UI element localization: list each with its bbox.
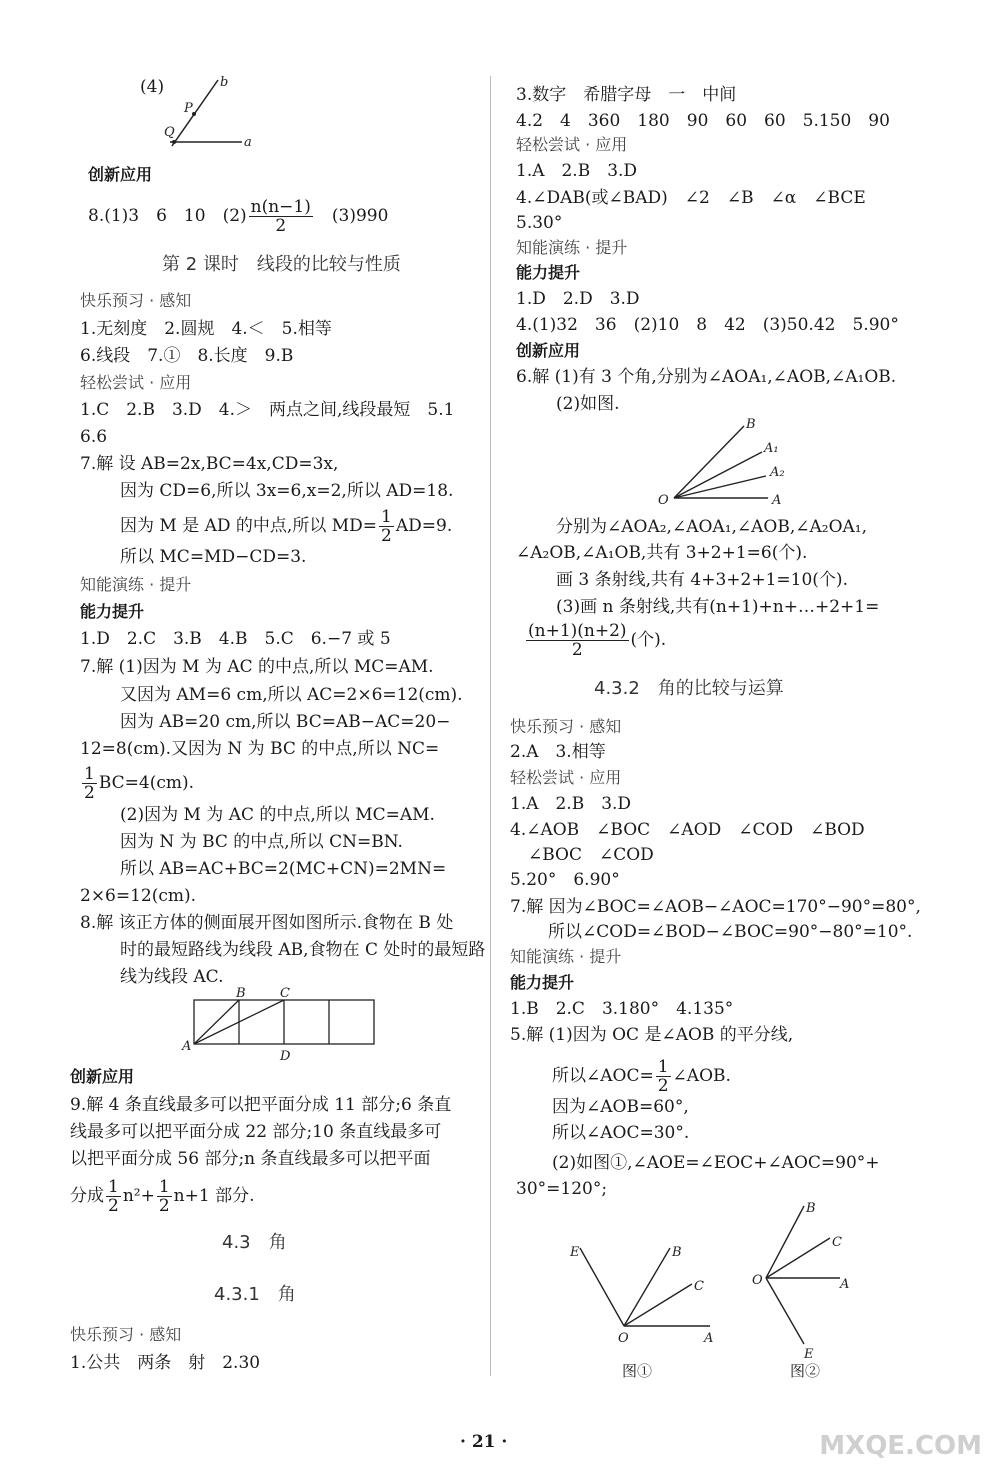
figure-1-diagram	[560, 1226, 730, 1346]
heading-preview: 快乐预习 · 感知	[80, 291, 192, 310]
heading-try: 轻松尝试 · 应用	[80, 373, 192, 392]
lesson-title: 第 2 课时 线段的比较与性质	[162, 254, 401, 275]
svg-text:A: A	[182, 1039, 192, 1054]
r-line-3: 1.A 2.B 3.D	[516, 161, 638, 181]
figure-2-caption: 图②	[790, 1362, 821, 1380]
r-line-14: $\frac{(n+1)(n+2)}{2}$ (个).	[528, 621, 667, 660]
svg-text:C: C	[694, 1279, 704, 1294]
r-line-24: 所以∠AOC= $\frac{1}{2}$ ∠AOB.	[552, 1057, 731, 1096]
r-heading-ability-2: 能力提升	[510, 973, 575, 992]
r-line-18: ∠BOC ∠COD	[528, 845, 654, 865]
r-line-26: 所以∠AOC=30°.	[552, 1123, 690, 1143]
q7b-line-2: 又因为 AM=6 cm,所以 AC=2×6=12(cm).	[120, 685, 463, 705]
q7b-line-8: 所以 AB=AC+BC=2(MC+CN)=2MN=	[120, 859, 447, 879]
section-4-3: 4.3 角	[222, 1232, 287, 1253]
svg-text:E: E	[804, 1347, 814, 1362]
r-heading-preview: 快乐预习 · 感知	[510, 717, 622, 736]
q9-line-3: 以把平面分成 56 部分;n 条直线最多可以把平面	[70, 1149, 431, 1169]
r-line-22: 1.B 2.C 3.180° 4.135°	[510, 999, 734, 1019]
svg-text:B: B	[806, 1201, 816, 1216]
svg-text:A₁: A₁	[764, 441, 779, 456]
heading-innovation-1: 创新应用	[88, 165, 153, 184]
r-line-25: 因为∠AOB=60°,	[552, 1097, 689, 1117]
try-line-2: 6.6	[80, 427, 108, 447]
fig4-label: (4)	[140, 77, 165, 97]
fan-rays-diagram	[650, 414, 800, 510]
page-number: · 21 ·	[460, 1432, 508, 1452]
r-line-21: 所以∠COD=∠BOD−∠BOC=90°−80°=10°.	[548, 922, 913, 942]
r-line-7: 4.(1)32 36 (2)10 8 42 (3)50.42 5.90°	[516, 315, 899, 335]
r-line-23: 5.解 (1)因为 OC 是∠AOB 的平分线,	[510, 1025, 794, 1045]
q7b-line-6: (2)因为 M 为 AC 的中点,所以 MC=AM.	[120, 805, 435, 825]
q9-line-2: 线最多可以把平面分成 22 部分;10 条直线最多可	[70, 1122, 442, 1142]
watermark-logo: MXQE.COM	[819, 1431, 982, 1461]
svg-text:O: O	[752, 1273, 763, 1288]
heading-preview-2: 快乐预习 · 感知	[70, 1325, 182, 1344]
r-heading-ability: 能力提升	[516, 263, 581, 282]
r-line-11: ∠A₂OB,∠A₁OB,共有 3+2+1=6(个).	[516, 543, 808, 563]
r-heading-try: 轻松尝试 · 应用	[516, 135, 628, 154]
answer-8: 8.(1)3 6 10 (2) $\frac{n(n-1)}{2}$ (3)990	[88, 197, 389, 236]
r-heading-drill-2: 知能演练 · 提升	[510, 947, 622, 966]
q7-line-4: 所以 MC=MD−CD=3.	[120, 547, 307, 567]
q9-line-4: 分成 $\frac{1}{2}$ n²+ $\frac{1}{2}$ n+1 部分.	[70, 1177, 255, 1216]
svg-text:b: b	[220, 75, 229, 90]
figure-1-caption: 图①	[622, 1362, 653, 1380]
heading-innovation-2: 创新应用	[70, 1067, 135, 1086]
r-line-5: 5.30°	[516, 213, 563, 233]
preview-line-2: 6.线段 7.① 8.长度 9.B	[80, 346, 294, 366]
q7b-line-5: $\frac{1}{2}$ BC=4(cm).	[84, 764, 195, 803]
r-line-4: 4.∠DAB(或∠BAD) ∠2 ∠B ∠α ∠BCE	[516, 188, 866, 208]
q7-line-3: 因为 M 是 AD 的中点,所以 MD= $\frac{1}{2}$ AD=9.	[120, 507, 453, 546]
r-line-19: 5.20° 6.90°	[510, 870, 620, 890]
r-line-16: 1.A 2.B 3.D	[510, 794, 632, 814]
q7b-line-9: 2×6=12(cm).	[80, 886, 197, 906]
r-line-6: 1.D 2.D 3.D	[516, 289, 640, 309]
svg-text:C: C	[280, 986, 290, 1001]
svg-text:a: a	[244, 135, 252, 150]
q8b-line-1: 8.解 该正方体的侧面展开图如图所示.食物在 B 处	[80, 913, 454, 933]
r-line-13: (3)画 n 条射线,共有(n+1)+n+…+2+1=	[556, 597, 880, 617]
r-line-15: 2.A 3.相等	[510, 742, 606, 762]
column-divider	[490, 76, 491, 1376]
r-heading-innovation: 创新应用	[516, 341, 581, 360]
svg-text:C: C	[832, 1235, 842, 1250]
fig4-diagram	[160, 72, 270, 152]
svg-text:Q: Q	[164, 125, 175, 140]
r-line-12: 画 3 条射线,共有 4+3+2+1=10(个).	[556, 570, 848, 590]
svg-text:A₂: A₂	[770, 465, 785, 480]
q8b-line-2: 时的最短路线为线段 AB,食物在 C 处时的最短路	[120, 940, 486, 960]
r-heading-drill: 知能演练 · 提升	[516, 238, 628, 257]
q7b-line-1: 7.解 (1)因为 M 为 AC 的中点,所以 MC=AM.	[80, 657, 434, 677]
r-line-10: 分别为∠AOA₂,∠AOA₁,∠AOB,∠A₂OA₁,	[556, 517, 868, 537]
heading-ability: 能力提升	[80, 602, 145, 621]
q7-line-1: 7.解 设 AB=2x,BC=4x,CD=3x,	[80, 454, 339, 474]
svg-text:B: B	[672, 1245, 682, 1260]
cube-net-diagram	[180, 984, 390, 1064]
preview-line-1: 1.无刻度 2.圆规 4.＜ 5.相等	[80, 319, 332, 339]
svg-text:A: A	[704, 1331, 714, 1346]
r-line-2: 4.2 4 360 180 90 60 60 5.150 90	[516, 111, 890, 131]
q9-line-1: 9.解 4 条直线最多可以把平面分成 11 部分;6 条直	[70, 1095, 452, 1115]
r-line-20: 7.解 因为∠BOC=∠AOB−∠AOC=170°−90°=80°,	[510, 897, 921, 917]
heading-drill: 知能演练 · 提升	[80, 575, 192, 594]
ability-line-1: 1.D 2.C 3.B 4.B 5.C 6.−7 或 5	[80, 629, 391, 649]
r-line-27: (2)如图①,∠AOE=∠EOC+∠AOC=90°+	[552, 1153, 880, 1173]
section-4-3-1: 4.3.1 角	[214, 1284, 296, 1305]
try-line-1: 1.C 2.B 3.D 4.＞ 两点之间,线段最短 5.1	[80, 400, 455, 420]
svg-text:B: B	[236, 986, 246, 1001]
section-4-3-2: 4.3.2 角的比较与运算	[594, 678, 784, 699]
q7b-line-4: 12=8(cm).又因为 N 为 BC 的中点,所以 NC=	[80, 739, 440, 759]
r-line-17: 4.∠AOB ∠BOC ∠AOD ∠COD ∠BOD	[510, 820, 865, 840]
r-line-1: 3.数字 希腊字母 一 中间	[516, 85, 737, 105]
q7b-line-3: 因为 AB=20 cm,所以 BC=AB−AC=20−	[120, 712, 451, 732]
r-heading-try-2: 轻松尝试 · 应用	[510, 768, 622, 787]
svg-text:A: A	[840, 1277, 850, 1292]
r-line-28: 30°=120°;	[516, 1179, 608, 1199]
svg-text:A: A	[772, 493, 782, 508]
svg-text:O: O	[618, 1331, 629, 1346]
svg-text:P: P	[184, 101, 193, 116]
r-line-9: (2)如图.	[556, 394, 620, 414]
svg-text:B: B	[746, 417, 756, 432]
preview2-line-1: 1.公共 两条 射 2.30	[70, 1353, 261, 1373]
q8b-line-3: 线为线段 AC.	[120, 967, 224, 987]
svg-text:D: D	[280, 1049, 291, 1064]
q7b-line-7: 因为 N 为 BC 的中点,所以 CN=BN.	[120, 832, 403, 852]
svg-text:E: E	[570, 1245, 580, 1260]
r-line-8: 6.解 (1)有 3 个角,分别为∠AOA₁,∠AOB,∠A₁OB.	[516, 367, 897, 387]
q7-line-2: 因为 CD=6,所以 3x=6,x=2,所以 AD=18.	[120, 481, 454, 501]
svg-text:O: O	[658, 493, 669, 508]
figure-2-diagram	[740, 1196, 870, 1366]
